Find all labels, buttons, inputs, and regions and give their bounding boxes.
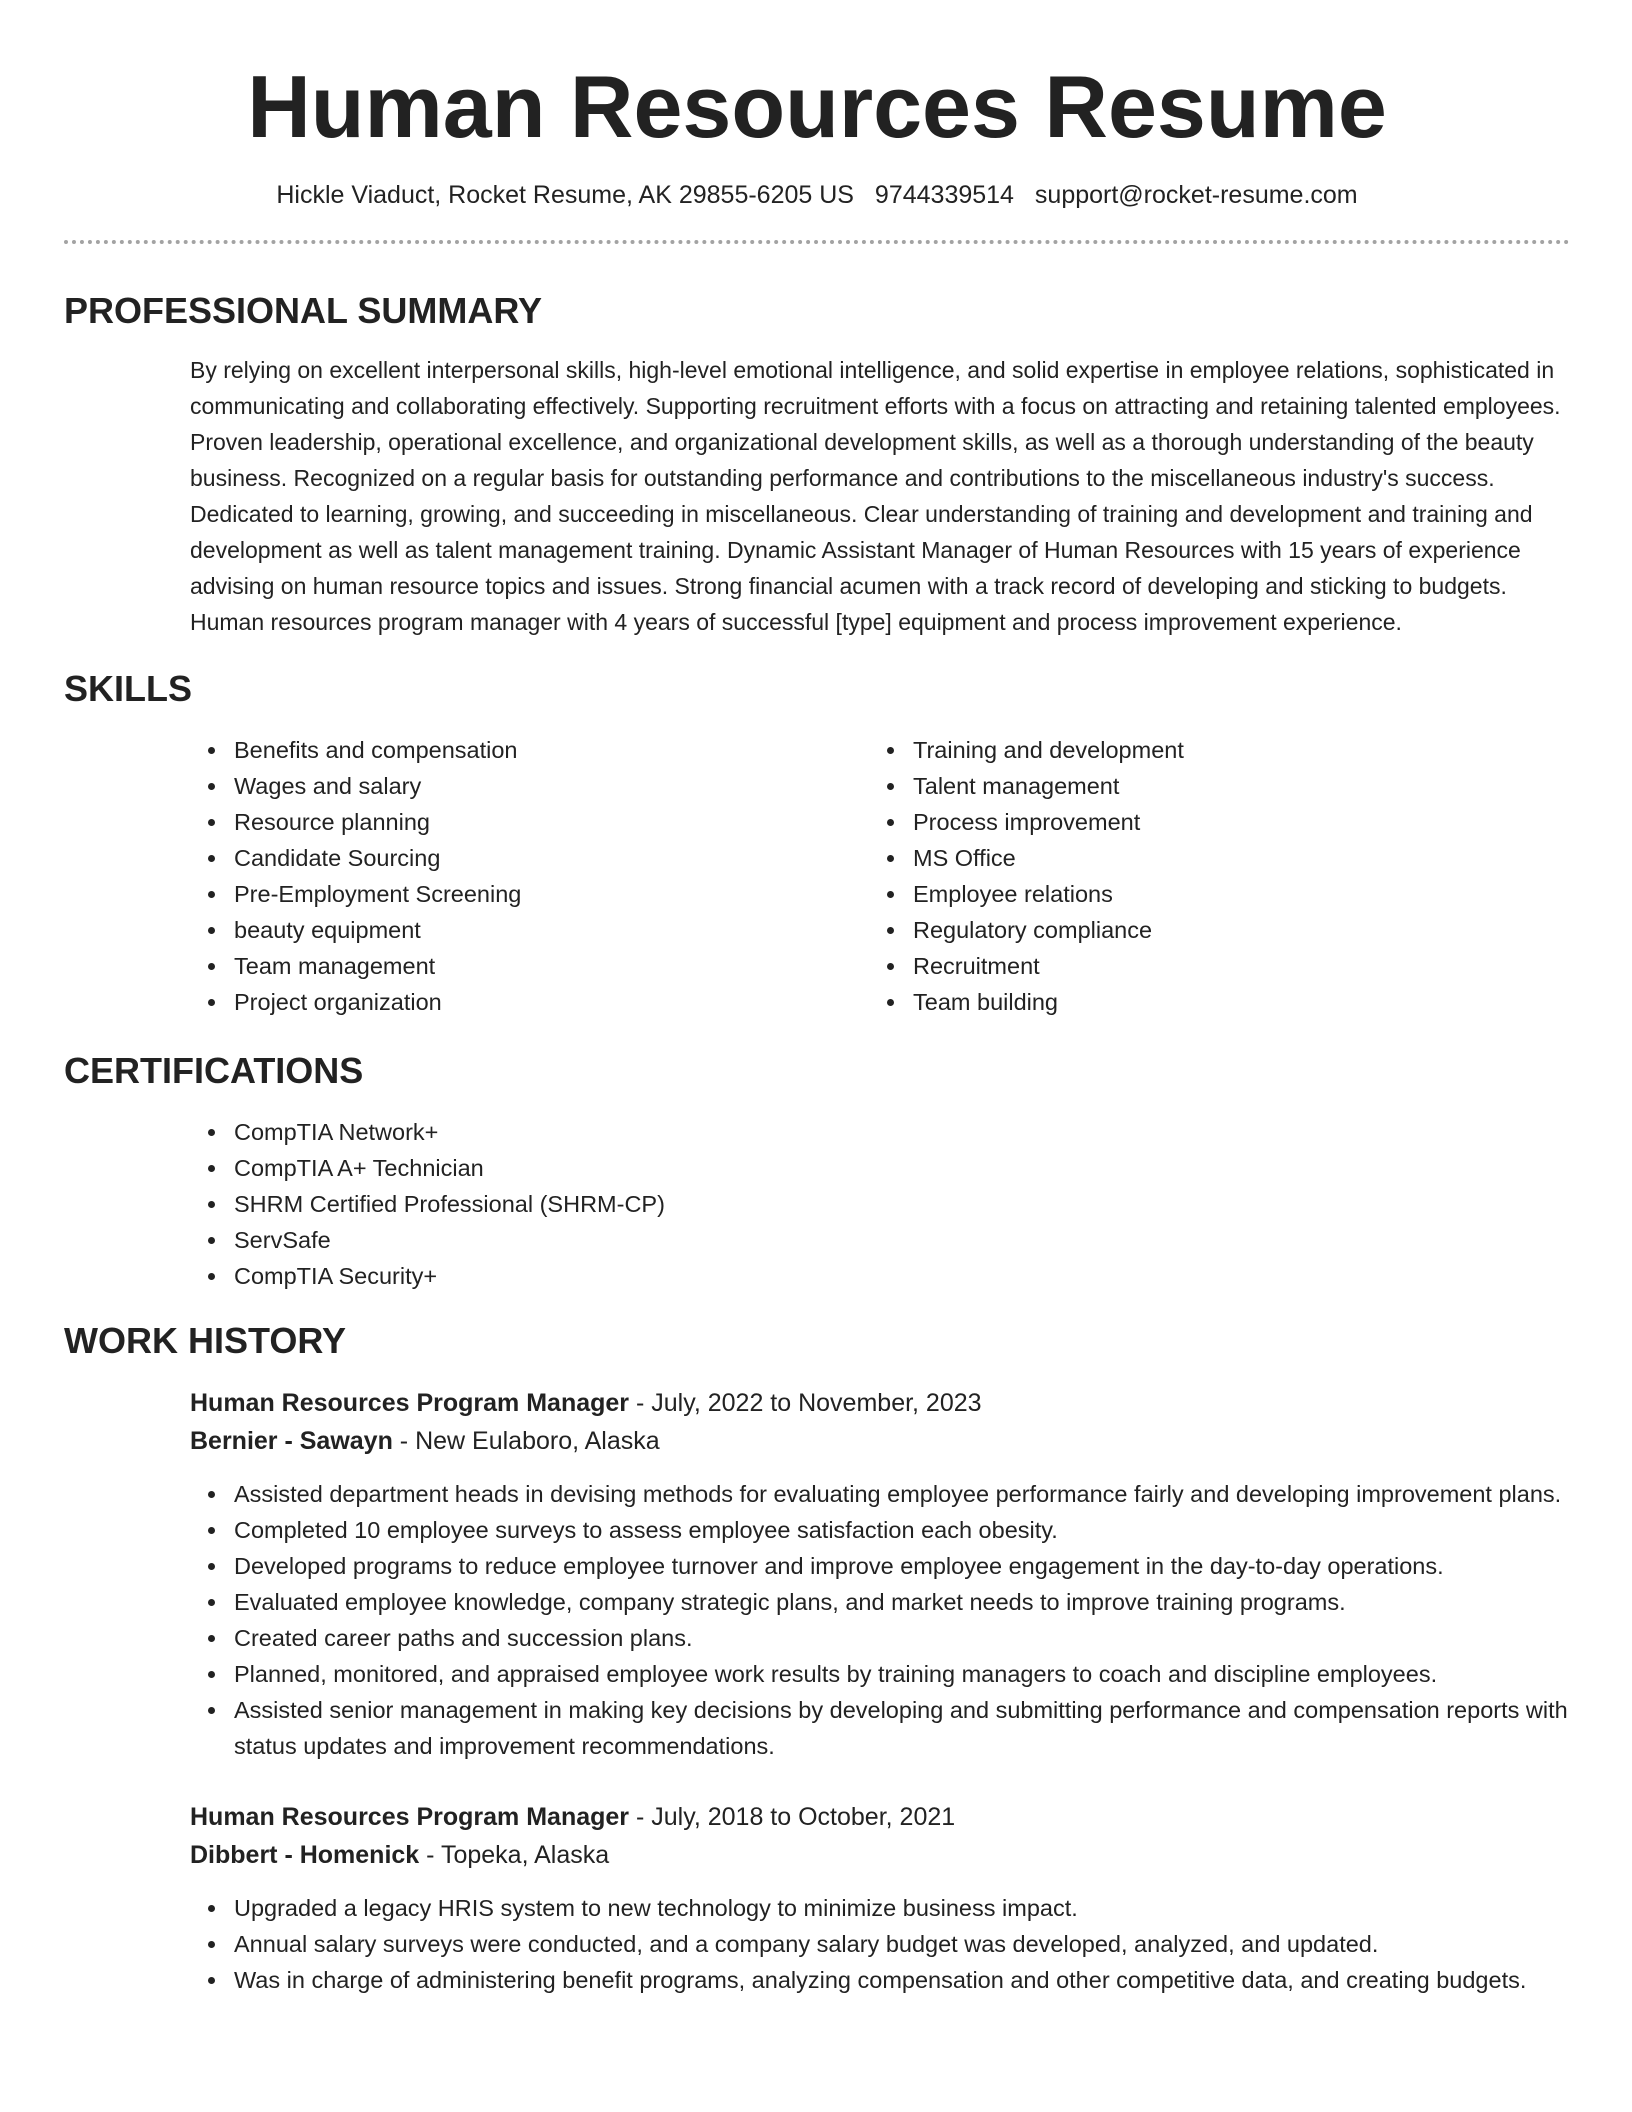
certification-item: ServSafe	[234, 1222, 1570, 1258]
job-company-line	[190, 1836, 1570, 1874]
job-title-line	[190, 1798, 1570, 1836]
skill-item: Team building	[913, 984, 1548, 1020]
certifications-list	[190, 1114, 1570, 1294]
skill-item: Wages and salary	[234, 768, 869, 804]
job-duty: Annual salary surveys were conducted, and a company salary budget was developed, analyzed, and updated.	[234, 1926, 1570, 1962]
header-divider	[64, 240, 1570, 244]
skill-item: Recruitment	[913, 948, 1548, 984]
section-title-certifications: CERTIFICATIONS	[64, 1050, 364, 1091]
job-duty: Developed programs to reduce employee turnover and improve employee engagement in the day-to-day operations.	[234, 1548, 1570, 1584]
skill-item: Team management	[234, 948, 869, 984]
address: Hickle Viaduct, Rocket Resume, AK 29855-6205 US	[276, 181, 854, 209]
section-title-summary: PROFESSIONAL SUMMARY	[64, 290, 543, 331]
job-duty: Created career paths and succession plans.	[234, 1620, 1570, 1656]
skills-list	[190, 732, 1570, 1020]
job-company: Bernier - Sawayn	[190, 1427, 393, 1455]
job-dates: - July, 2022 to November, 2023	[629, 1389, 982, 1417]
job-duty: Upgraded a legacy HRIS system to new technology to minimize business impact.	[234, 1890, 1570, 1926]
skill-item: Resource planning	[234, 804, 869, 840]
certification-item: CompTIA A+ Technician	[234, 1150, 1570, 1186]
job-role: Human Resources Program Manager	[190, 1389, 630, 1417]
skill-item: Pre-Employment Screening	[234, 876, 869, 912]
job-duty: Planned, monitored, and appraised employee work results by training managers to coach and discipline employees.	[234, 1656, 1570, 1692]
job-location: - Topeka, Alaska	[419, 1841, 610, 1869]
section-title-skills: SKILLS	[64, 668, 193, 709]
skill-item: Employee relations	[913, 876, 1548, 912]
skill-item: MS Office	[913, 840, 1548, 876]
job-company-line	[190, 1422, 1570, 1460]
skill-item: Process improvement	[913, 804, 1548, 840]
skill-item: Candidate Sourcing	[234, 840, 869, 876]
job-entry	[190, 1798, 1570, 1998]
job-dates: - July, 2018 to October, 2021	[629, 1803, 956, 1831]
skills-column-right	[869, 732, 1548, 1020]
job-role: Human Resources Program Manager	[190, 1803, 630, 1831]
email: support@rocket-resume.com	[1034, 181, 1358, 209]
job-company: Dibbert - Homenick	[190, 1841, 420, 1869]
job-location: - New Eulaboro, Alaska	[392, 1427, 660, 1455]
skill-item: Talent management	[913, 768, 1548, 804]
certification-item: CompTIA Network+	[234, 1114, 1570, 1150]
certification-item: CompTIA Security+	[234, 1258, 1570, 1294]
job-duty: Was in charge of administering benefit programs, analyzing compensation and other competitive data, and creating budgets.	[234, 1962, 1570, 1998]
contact-info	[64, 178, 1570, 212]
job-duty: Assisted senior management in making key decisions by developing and submitting performance and compensation reports with status updates and improvement recommendations.	[234, 1692, 1570, 1764]
skill-item: Regulatory compliance	[913, 912, 1548, 948]
job-duty: Evaluated employee knowledge, company strategic plans, and market needs to improve training programs.	[234, 1584, 1570, 1620]
section-title-work-history: WORK HISTORY	[64, 1320, 347, 1361]
skill-item: Training and development	[913, 732, 1548, 768]
job-duty: Completed 10 employee surveys to assess employee satisfaction each obesity.	[234, 1512, 1570, 1548]
certification-item: SHRM Certified Professional (SHRM-CP)	[234, 1186, 1570, 1222]
job-duty: Assisted department heads in devising methods for evaluating employee performance fairly and developing improvement plans.	[234, 1476, 1570, 1512]
resume-page	[64, 0, 1570, 1998]
phone: 9744339514	[874, 181, 1014, 209]
skill-item: Benefits and compensation	[234, 732, 869, 768]
resume-title: Human Resources Resume	[247, 57, 1387, 156]
job-duties-list	[190, 1476, 1570, 1764]
skills-column-left	[190, 732, 869, 1020]
skill-item: Project organization	[234, 984, 869, 1020]
job-title-line	[190, 1384, 1570, 1422]
job-duties-list	[190, 1890, 1570, 1998]
job-entry	[190, 1384, 1570, 1764]
skill-item: beauty equipment	[234, 912, 869, 948]
summary-text: By relying on excellent interpersonal skills, high-level emotional intelligence, and solid expertise in employee relations, sophisticated in communicating and collaborating effectively. Supporting recruitment efforts with a focus on attracting and retaining talented employees. Proven leadership, operational excellence, and organizational development skills, as well as a thorough understanding of the beauty business. Recognized on a regular basis for outstanding performance and contributions to the miscellaneous industry's success. Dedicated to learning, growing, and succeeding in miscellaneous. Clear understanding of training and development and training and development as well as talent management training. Dynamic Assistant Manager of Human Resources with 15 years of experience advising on human resource topics and issues. Strong financial acumen with a track record of developing and sticking to budgets. Human resources program manager with 4 years of successful [type] equipment and process improvement experience.	[190, 357, 1561, 635]
